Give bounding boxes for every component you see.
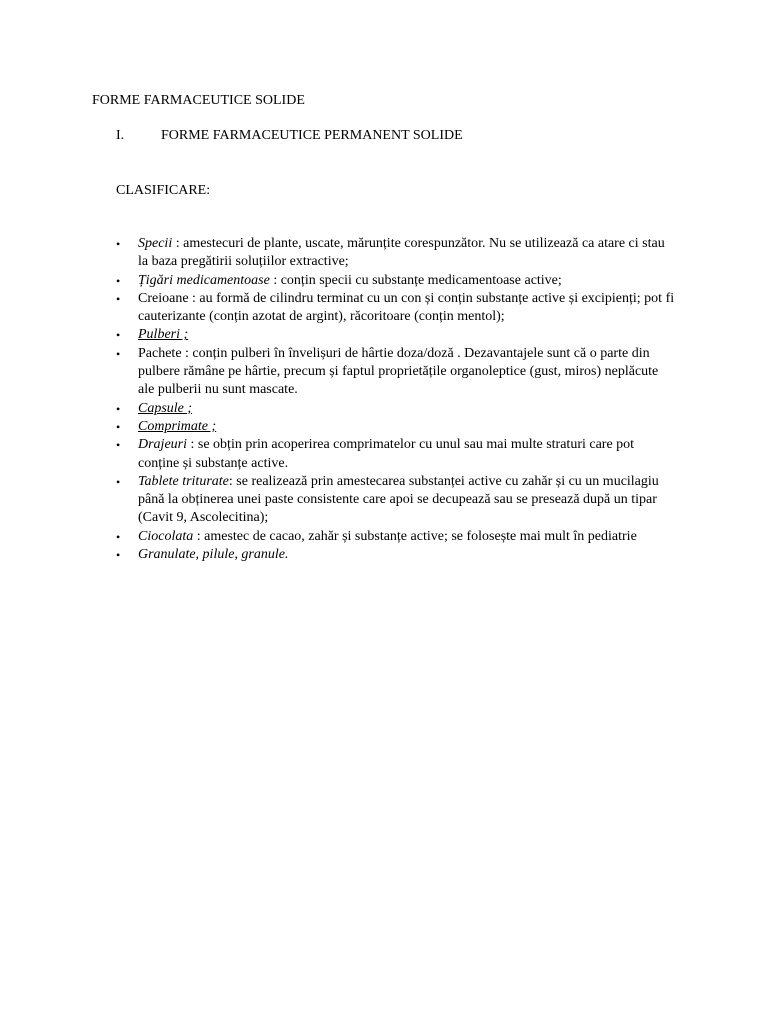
list-item-term: Țigări medicamentoase xyxy=(138,272,270,288)
list-item xyxy=(116,546,676,564)
list-item xyxy=(116,345,676,400)
list-item xyxy=(116,326,676,344)
list-item xyxy=(116,473,676,528)
list-item-term: Capsule ; xyxy=(138,400,193,416)
list-item xyxy=(116,528,676,546)
list-item xyxy=(116,235,676,272)
bullet-icon: • xyxy=(116,419,121,434)
list-item-text: : amestecuri de plante, uscate, mărunțite corespunzător. Nu se utilizează ca atare ci stau la baza pregătirii soluțiilor extractive; xyxy=(138,236,665,270)
bullet-icon: • xyxy=(116,273,121,288)
bullet-icon: • xyxy=(116,438,121,453)
list-item-text: Creioane : au formă de cilindru terminat cu un con și conțin substanțe active și excipienți; pot fi cauterizante (conțin azotat de argint), răcoritoare (conțin mentol); xyxy=(138,290,675,325)
classification-heading: CLASIFICARE: xyxy=(116,183,211,198)
list-item xyxy=(116,400,676,418)
list-item xyxy=(116,290,676,327)
list-item-text: : se obțin prin acoperirea comprimatelor cu unul sau mai multe straturi care pot conține și substanțe active. xyxy=(138,437,635,471)
list-item-term: Ciocolata xyxy=(138,528,194,544)
bullet-icon: • xyxy=(116,237,121,251)
classification-list xyxy=(116,235,676,564)
list-item xyxy=(116,436,676,473)
bullet-icon: • xyxy=(116,401,121,416)
list-item-term: Granulate, pilule, granule. xyxy=(138,547,289,563)
list-item-text: : se realizează prin amestecarea substanței active cu zahăr și cu un mucilagiu până la obținerea unei paste consistente care apoi se decupează sau se presează după un tipar (Cavit 9, Ascolecitina); xyxy=(138,473,659,526)
bullet-icon: • xyxy=(116,548,121,563)
list-item-text: : amestec de cacao, zahăr și substanțe active; se folosește mai mult în pediatrie xyxy=(193,528,637,544)
list-item xyxy=(116,272,676,290)
section-number: I. xyxy=(116,128,125,143)
document-title: FORME FARMACEUTICE SOLIDE xyxy=(92,93,305,108)
list-item-term: Pulberi ; xyxy=(138,327,189,343)
bullet-icon: • xyxy=(116,291,121,306)
list-item xyxy=(116,418,676,436)
section-heading-text: FORME FARMACEUTICE PERMANENT SOLIDE xyxy=(161,128,463,143)
list-item-text: : conțin specii cu substanțe medicamentoase active; xyxy=(269,272,562,288)
bullet-icon: • xyxy=(116,529,121,544)
list-item-term: Tablete triturate xyxy=(138,473,229,489)
list-item-term: Comprimate ; xyxy=(138,418,217,434)
list-item-term: Drajeuri xyxy=(138,437,187,453)
bullet-icon: • xyxy=(116,328,121,343)
bullet-icon: • xyxy=(116,474,121,489)
list-item-term: Specii xyxy=(138,236,173,251)
list-item-text: Pachete : conțin pulberi în învelișuri de hârtie doza/doză . Dezavantajele sunt că o parte din pulbere rămâne pe hârtie, precum și faptul proprietățile organoleptice (gust, miros) neplăcute ale pulberii nu sunt mascate. xyxy=(138,345,659,398)
bullet-icon: • xyxy=(116,346,121,361)
